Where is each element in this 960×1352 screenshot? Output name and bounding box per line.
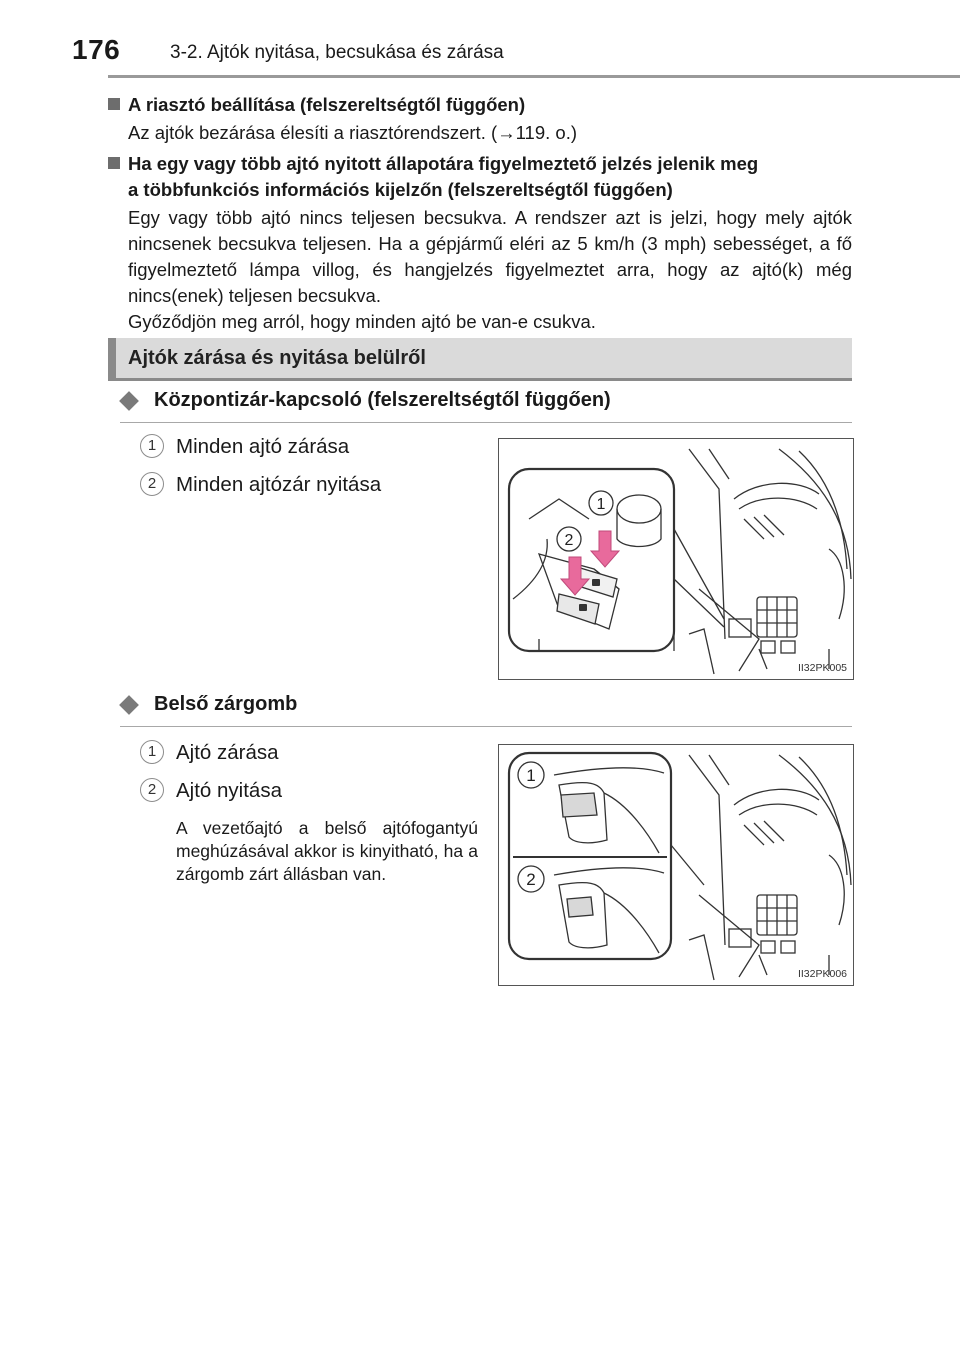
alarm-heading-text: A riasztó beállítása (felszereltségtől függően) xyxy=(128,94,526,115)
central-lock-illustration xyxy=(499,439,853,679)
item-number: 1 xyxy=(140,434,164,458)
item-number: 2 xyxy=(140,778,164,802)
alarm-heading xyxy=(108,92,852,118)
callout-1: 1 xyxy=(526,766,536,785)
central-lock-heading xyxy=(120,388,852,423)
central-lock-item-2: Minden ajtózár nyitása xyxy=(176,473,382,496)
door-warning-heading-line2: a többfunkciós információs kijelzőn (felszereltségtől függően) xyxy=(128,179,673,200)
central-lock-item-1: Minden ajtó zárása xyxy=(176,435,350,458)
door-warning-body: Egy vagy több ajtó nincs teljesen becsukva. A rendszer azt is jelzi, hogy mely ajtók nincsenek becsukva teljesen. Ha a gépjármű eléri az 5 km/h (3 mph) sebességet, a fő figyelmeztető lámpa villog, és hangjelzés figyelmeztet arra, hogy az ajtó(k) még nincs(enek) teljesen becsukva. xyxy=(128,207,852,306)
callout-1: 1 xyxy=(596,496,606,513)
callout-2: 2 xyxy=(564,532,574,549)
square-bullet-icon xyxy=(108,157,120,169)
inner-lock-figure xyxy=(498,744,854,986)
section-stripe xyxy=(108,338,116,378)
inner-lock-heading xyxy=(120,692,852,727)
door-warning-heading-line1: Ha egy vagy több ajtó nyitott állapotára figyelmeztető jelzés jelenik meg xyxy=(128,153,759,174)
item-number: 2 xyxy=(140,472,164,496)
inner-lock-item-2: Ajtó nyitása xyxy=(176,779,282,802)
square-bullet-icon xyxy=(108,98,120,110)
chapter-title: 3-2. Ajtók nyitása, becsukása és zárása xyxy=(170,42,504,63)
diamond-bullet-icon xyxy=(119,695,139,715)
inner-lock-illustration xyxy=(499,745,853,985)
central-lock-title: Központizár-kapcsoló (felszereltségtől függően) xyxy=(154,389,611,411)
door-warning-body-2: Győződjön meg arról, hogy minden ajtó be van-e csukva. xyxy=(128,311,596,332)
figure-code: II32PK005 xyxy=(797,662,847,674)
inner-lock-title: Belső zárgomb xyxy=(154,693,298,715)
section-title: Ajtók zárása és nyitása belülről xyxy=(128,347,426,369)
callout-2: 2 xyxy=(526,870,536,889)
door-warning-text xyxy=(128,205,852,335)
alarm-text: Az ajtók bezárása élesíti a riasztórendszert. (→119. o.) xyxy=(128,122,577,143)
section-header xyxy=(108,338,852,381)
figure-code: II32PK006 xyxy=(797,968,847,980)
page-header xyxy=(0,0,960,80)
header-divider xyxy=(108,75,960,78)
diamond-bullet-icon xyxy=(119,391,139,411)
item-number: 1 xyxy=(140,740,164,764)
inner-lock-item-1: Ajtó zárása xyxy=(176,741,279,764)
central-lock-figure xyxy=(498,438,854,680)
page-number: 176 xyxy=(72,34,121,65)
door-warning-heading xyxy=(108,151,852,203)
inner-lock-note: A vezetőajtó a belső ajtófogantyú meghúzásával akkor is kinyitható, ha a zárgomb zárt állásban van. xyxy=(176,818,478,884)
